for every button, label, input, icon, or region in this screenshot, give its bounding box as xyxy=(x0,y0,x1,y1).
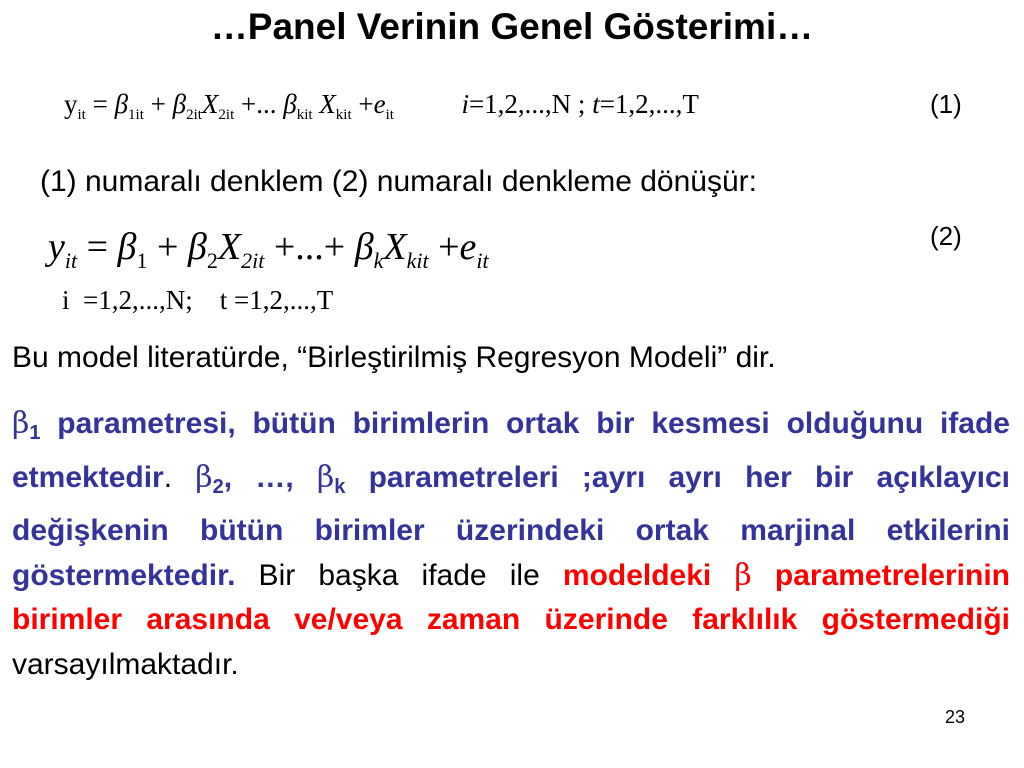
eq1-e-sub: it xyxy=(385,107,394,123)
para-part7: parametrelerinin birimler arasında ve/veya zaman üzerinde farklılık göstermediği xyxy=(12,558,1010,636)
eq2-y-sub: it xyxy=(64,248,78,273)
eq1-xk: X xyxy=(319,89,336,119)
eq1-y: y xyxy=(64,89,78,119)
eq1-t-range: =1,2,...,T xyxy=(599,89,699,119)
eq2-equals: = xyxy=(86,226,109,268)
beta1-sub: 1 xyxy=(29,422,41,444)
eq2-e: e xyxy=(459,226,477,268)
equation-2-indices: i =1,2,...,N; t =1,2,...,T xyxy=(62,285,334,315)
eq2-beta2-sub: 2 xyxy=(206,248,218,273)
eq2-dots: +...+ xyxy=(273,226,346,268)
beta-symbol: β xyxy=(316,459,335,495)
transition-text: (1) numaralı denklem (2) numaralı denkleme dönüşür: xyxy=(40,165,757,198)
para-part1: parametresi, bütün birimlerin ortak bir kesmesi olduğunu ifade etmektedir xyxy=(12,407,1010,494)
eq2-beta1-sub: 1 xyxy=(136,248,148,273)
page-number: 23 xyxy=(944,707,966,727)
equation-1-number: (1) xyxy=(930,89,962,119)
eq1-betak-sub: kit xyxy=(296,107,313,123)
eq1-beta2: β xyxy=(172,89,187,119)
para-part5: Bir başka ifade ile xyxy=(235,558,563,592)
para-part6: modeldeki xyxy=(562,558,735,592)
eq1-equals: = xyxy=(92,89,108,119)
eq2-e-sub: it xyxy=(476,248,489,273)
beta-symbol: β xyxy=(195,459,213,495)
eq1-x2-sub: 2it xyxy=(218,107,235,123)
equation-2 xyxy=(48,222,489,286)
eq1-xk-sub: kit xyxy=(335,107,352,123)
para-part2: . xyxy=(163,460,196,494)
intro-text: Bu model literatürde, “Birleştirilmiş Regresyon Modeli” dir. xyxy=(12,341,776,374)
para-part8: varsayılmaktadır. xyxy=(12,647,239,681)
eq1-x2: X xyxy=(201,89,219,119)
eq2-beta1: β xyxy=(117,226,137,268)
beta-symbol: β xyxy=(734,557,752,593)
eq1-betak: β xyxy=(283,89,297,119)
eq2-betak: β xyxy=(354,226,374,268)
eq2-plus-e: + xyxy=(438,226,460,268)
slide-title: …Panel Verinin Genel Gösterimi… xyxy=(210,6,814,47)
para-part4: parametreleri ;ayrı ayrı her bir açıklayıcı değişkenin bütün birimler üzerindeki ortak marjinal etkilerini göstermektedir. xyxy=(12,460,1011,592)
equation-1 xyxy=(64,86,699,133)
eq2-y: y xyxy=(48,226,65,268)
eq2-plus: + xyxy=(156,226,179,268)
beta-symbol: β xyxy=(12,406,30,441)
beta2-sub: 2 xyxy=(212,475,224,498)
explanation-paragraph xyxy=(12,402,1010,687)
equation-2-number: (2) xyxy=(930,221,962,251)
eq2-x2: X xyxy=(217,226,242,268)
eq1-plus-e: + xyxy=(358,89,374,119)
eq2-xk: X xyxy=(383,226,407,268)
eq2-x2-sub: 2it xyxy=(241,248,265,273)
eq1-i-var: i xyxy=(461,89,469,119)
eq1-plus: + xyxy=(150,89,166,119)
eq1-beta2-sub: 2it xyxy=(186,107,202,123)
eq1-beta1-sub: 1it xyxy=(128,107,144,123)
eq2-xk-sub: kit xyxy=(406,248,429,273)
eq1-i-range: =1,2,...,N ; xyxy=(468,89,586,119)
betak-sub: k xyxy=(334,475,346,498)
eq2-betak-sub: k xyxy=(373,248,384,273)
eq1-beta1: β xyxy=(114,89,129,119)
para-part3: , …, xyxy=(223,460,317,494)
eq1-y-sub: it xyxy=(77,107,86,123)
eq1-t-var: t xyxy=(592,89,600,119)
eq2-beta2: β xyxy=(187,226,207,268)
eq1-dots: +... xyxy=(241,89,277,119)
eq1-e: e xyxy=(373,89,386,119)
